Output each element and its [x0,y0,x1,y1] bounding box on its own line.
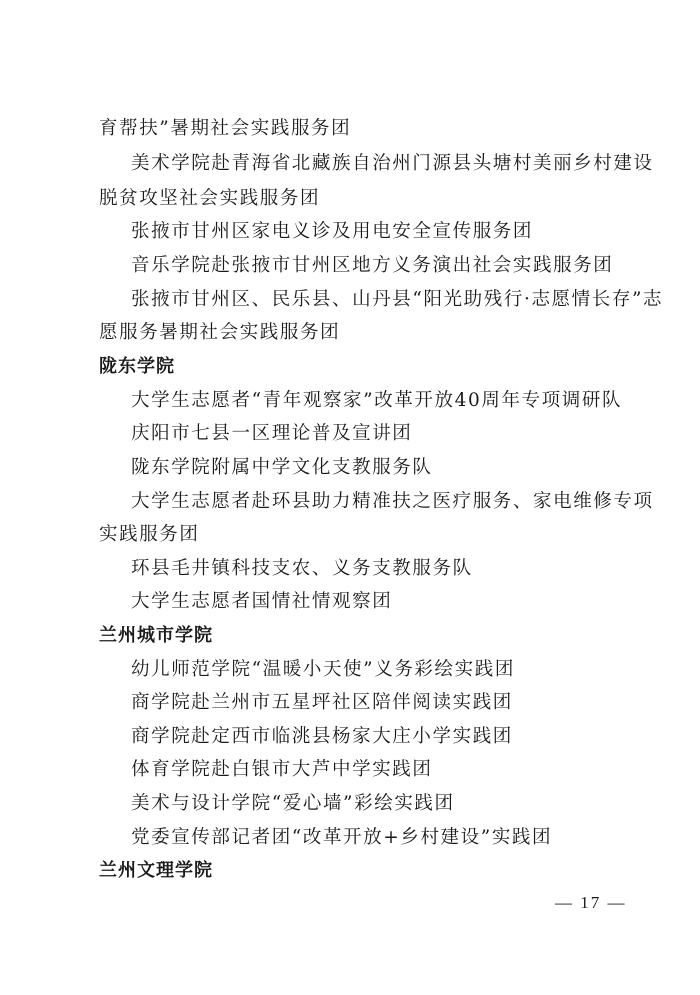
text-line: 幼儿师范学院“温暖小天使”义务彩绘实践团 [131,659,515,680]
text-line: 音乐学院赴张掖市甘州区地方义务演出社会实践服务团 [131,255,614,276]
text-line: 育帮扶”暑期社会实践服务团 [99,118,352,139]
page-number: — 17 — [555,893,627,912]
section-heading: 陇东学院 [99,356,175,377]
text-line: 大学生志愿者国情社情观察团 [131,591,393,612]
text-line: 张掖市甘州区、民乐县、山丹县“阳光助残行·志愿情长存”志 [131,289,664,310]
section-heading: 兰州文理学院 [99,860,213,881]
text-line: 商学院赴定西市临洮县杨家大庄小学实践团 [131,726,513,747]
text-line: 环县毛井镇科技支农、义务支教服务队 [131,558,473,579]
text-line: 大学生志愿者“青年观察家”改革开放40周年专项调研队 [131,390,623,411]
text-line: 实践服务团 [99,524,200,545]
text-line: 大学生志愿者赴环县助力精准扶之医疗服务、家电维修专项 [131,491,654,512]
section-heading: 兰州城市学院 [99,625,213,646]
text-line: 愿服务暑期社会实践服务团 [99,322,341,343]
text-line: 商学院赴兰州市五星坪社区陪伴阅读实践团 [131,692,513,713]
text-line: 美术学院赴青海省北藏族自治州门源县头塘村美丽乡村建设 [131,153,654,174]
text-line: 党委宣传部记者团“改革开放+乡村建设”实践团 [131,827,553,848]
text-line: 脱贫攻坚社会实践服务团 [99,188,321,209]
text-line: 庆阳市七县一区理论普及宣讲团 [131,423,413,444]
text-line: 美术与设计学院“爱心墙”彩绘实践团 [131,793,455,814]
text-line: 体育学院赴白银市大芦中学实践团 [131,759,433,780]
text-line: 张掖市甘州区家电义诊及用电安全宣传服务团 [131,221,534,242]
text-line: 陇东学院附属中学文化支教服务队 [131,457,433,478]
